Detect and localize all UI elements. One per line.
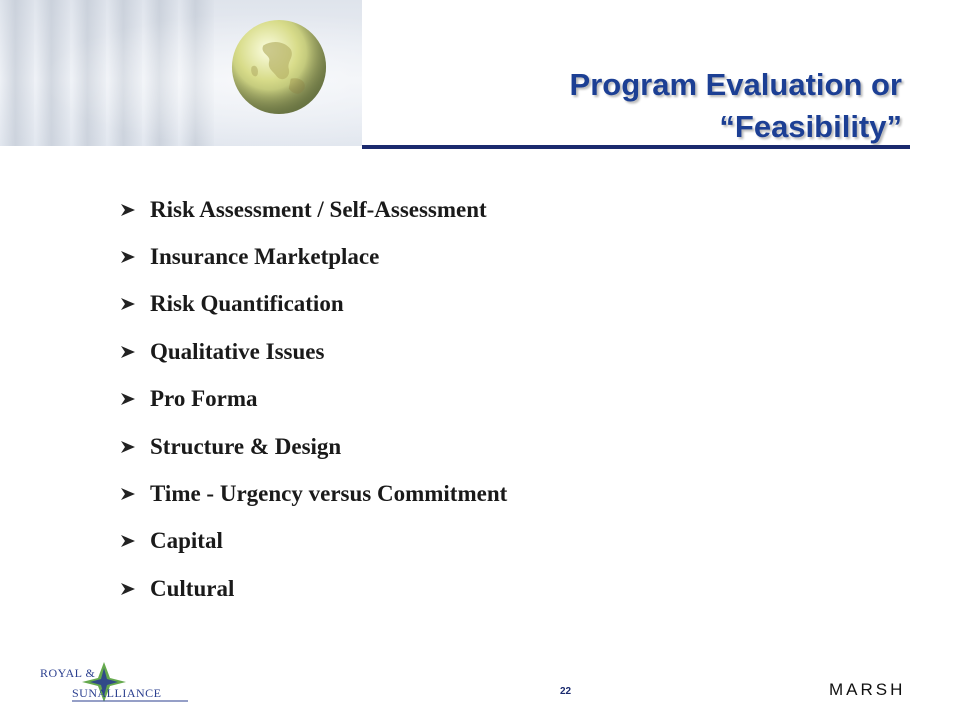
logo-text-line1: ROYAL & (40, 666, 96, 680)
bullet-text: Time - Urgency versus Commitment (150, 481, 508, 507)
list-item (118, 281, 507, 328)
bullet-text: Risk Assessment / Self-Assessment (150, 196, 487, 222)
royal-sunalliance-logo (40, 658, 190, 706)
bullet-list (118, 186, 507, 613)
bullet-text: Cultural (150, 575, 235, 601)
list-item (118, 233, 507, 280)
list-item (118, 186, 507, 233)
header-decoration (0, 0, 362, 146)
title-line-2: “Feasibility” (719, 109, 902, 144)
list-item (118, 470, 507, 517)
bullet-text: Risk Quantification (150, 291, 344, 317)
bullet-text: Structure & Design (150, 433, 342, 459)
arrowhead-icon (118, 534, 138, 548)
arrowhead-icon (118, 297, 138, 311)
arrowhead-icon (118, 203, 138, 217)
title-underline (362, 145, 910, 149)
globe-icon (230, 18, 328, 116)
arrowhead-icon (118, 345, 138, 359)
marsh-logo: MARSH (829, 680, 906, 699)
slide-title (442, 64, 902, 148)
arrowhead-icon (118, 250, 138, 264)
title-line-1: Program Evaluation or (569, 67, 902, 102)
list-item (118, 518, 507, 565)
arrowhead-icon (118, 582, 138, 596)
arrowhead-icon (118, 392, 138, 406)
list-item (118, 423, 507, 470)
arrowhead-icon (118, 440, 138, 454)
page-number: 22 (560, 686, 572, 697)
arrowhead-icon (118, 487, 138, 501)
list-item (118, 376, 507, 423)
bullet-text: Qualitative Issues (150, 338, 325, 364)
list-item (118, 328, 507, 375)
bullet-text: Pro Forma (150, 386, 258, 412)
bullet-text: Capital (150, 528, 223, 554)
list-item (118, 565, 507, 612)
bullet-text: Insurance Marketplace (150, 244, 380, 270)
logo-text-line2: SUNALLIANCE (72, 686, 162, 700)
